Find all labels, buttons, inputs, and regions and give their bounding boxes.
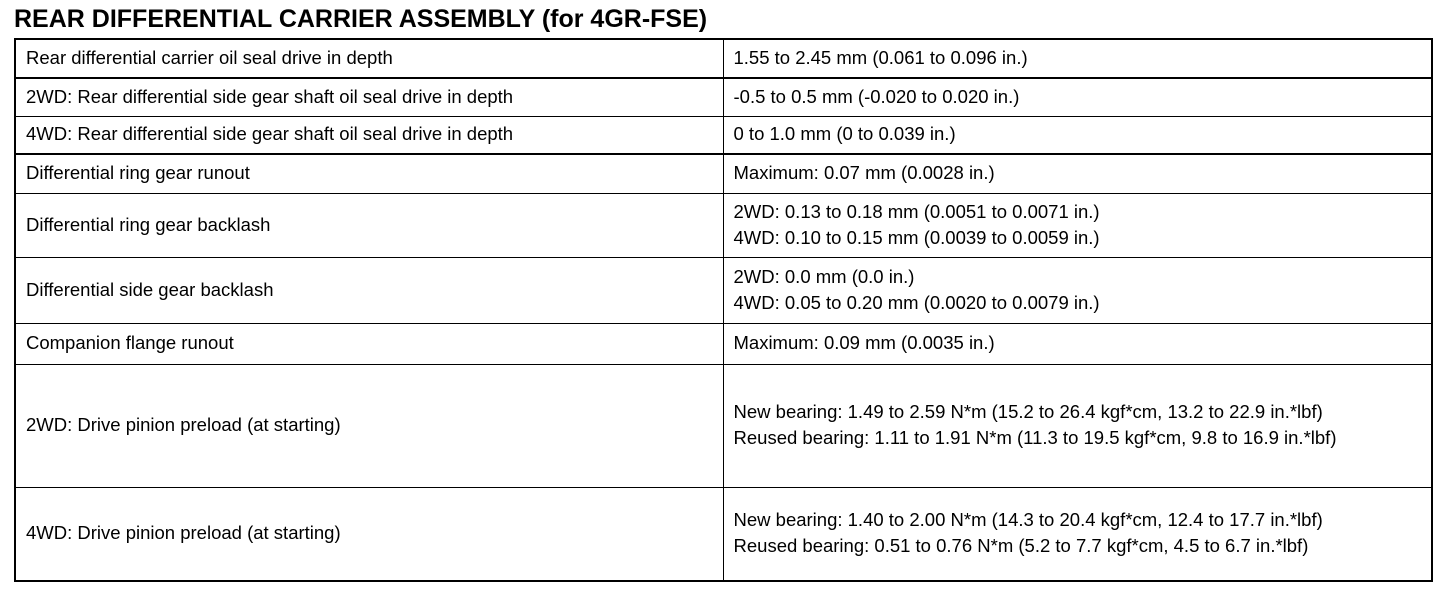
table-row xyxy=(15,78,1432,116)
value-line: Maximum: 0.07 mm (0.0028 in.) xyxy=(733,162,995,184)
value-line: 0 to 1.0 mm (0 to 0.039 in.) xyxy=(733,123,956,145)
value-line: Reused bearing: 1.11 to 1.91 N*m (11.3 to 19.5 kgf*cm, 9.8 to 16.9 in.*lbf) xyxy=(733,427,1337,448)
value-line: 1.55 to 2.45 mm (0.061 to 0.096 in.) xyxy=(733,47,1028,68)
value-line: Reused bearing: 0.51 to 0.76 N*m (5.2 to 7.7 kgf*cm, 4.5 to 6.7 in.*lbf) xyxy=(733,535,1309,557)
value-cell xyxy=(723,116,1432,154)
value-line: 4WD: 0.05 to 0.20 mm (0.0020 to 0.0079 in.) xyxy=(733,291,1100,313)
value-line: 2WD: 0.13 to 0.18 mm (0.0051 to 0.0071 in.) xyxy=(733,200,1100,222)
parameter-cell: Differential ring gear runout xyxy=(15,154,723,193)
parameter-cell: 4WD: Rear differential side gear shaft oil seal drive in depth xyxy=(15,116,723,154)
parameter-cell: 2WD: Rear differential side gear shaft oil seal drive in depth xyxy=(15,78,723,116)
table-row xyxy=(15,323,1432,364)
table-row xyxy=(15,257,1432,323)
value-cell xyxy=(723,78,1432,116)
table-row xyxy=(15,193,1432,257)
value-line: 4WD: 0.10 to 0.15 mm (0.0039 to 0.0059 in.) xyxy=(733,226,1100,248)
parameter-cell: Companion flange runout xyxy=(15,323,723,364)
table-row xyxy=(15,364,1432,487)
parameter-cell: Differential ring gear backlash xyxy=(15,193,723,257)
parameter-cell: 2WD: Drive pinion preload (at starting) xyxy=(15,364,723,487)
table-row xyxy=(15,487,1432,581)
value-line: -0.5 to 0.5 mm (-0.020 to 0.020 in.) xyxy=(733,85,1020,107)
parameter-cell: Differential side gear backlash xyxy=(15,257,723,323)
value-cell xyxy=(723,323,1432,364)
value-cell xyxy=(723,257,1432,323)
parameter-cell: 4WD: Drive pinion preload (at starting) xyxy=(15,487,723,581)
value-line: New bearing: 1.40 to 2.00 N*m (14.3 to 20.4 kgf*cm, 12.4 to 17.7 in.*lbf) xyxy=(733,509,1323,531)
parameter-cell: Rear differential carrier oil seal drive in depth xyxy=(15,39,723,78)
value-cell xyxy=(723,39,1432,78)
table-row xyxy=(15,116,1432,154)
value-cell xyxy=(723,487,1432,581)
table-row xyxy=(15,39,1432,78)
value-cell xyxy=(723,154,1432,193)
value-line: 2WD: 0.0 mm (0.0 in.) xyxy=(733,265,915,287)
value-line: New bearing: 1.49 to 2.59 N*m (15.2 to 26.4 kgf*cm, 13.2 to 22.9 in.*lbf) xyxy=(733,401,1323,422)
value-line: Maximum: 0.09 mm (0.0035 in.) xyxy=(733,332,995,353)
spec-table xyxy=(14,38,1433,582)
value-cell xyxy=(723,193,1432,257)
table-row xyxy=(15,154,1432,193)
page-title: REAR DIFFERENTIAL CARRIER ASSEMBLY (for 4GR-FSE) xyxy=(14,5,708,33)
value-cell xyxy=(723,364,1432,487)
